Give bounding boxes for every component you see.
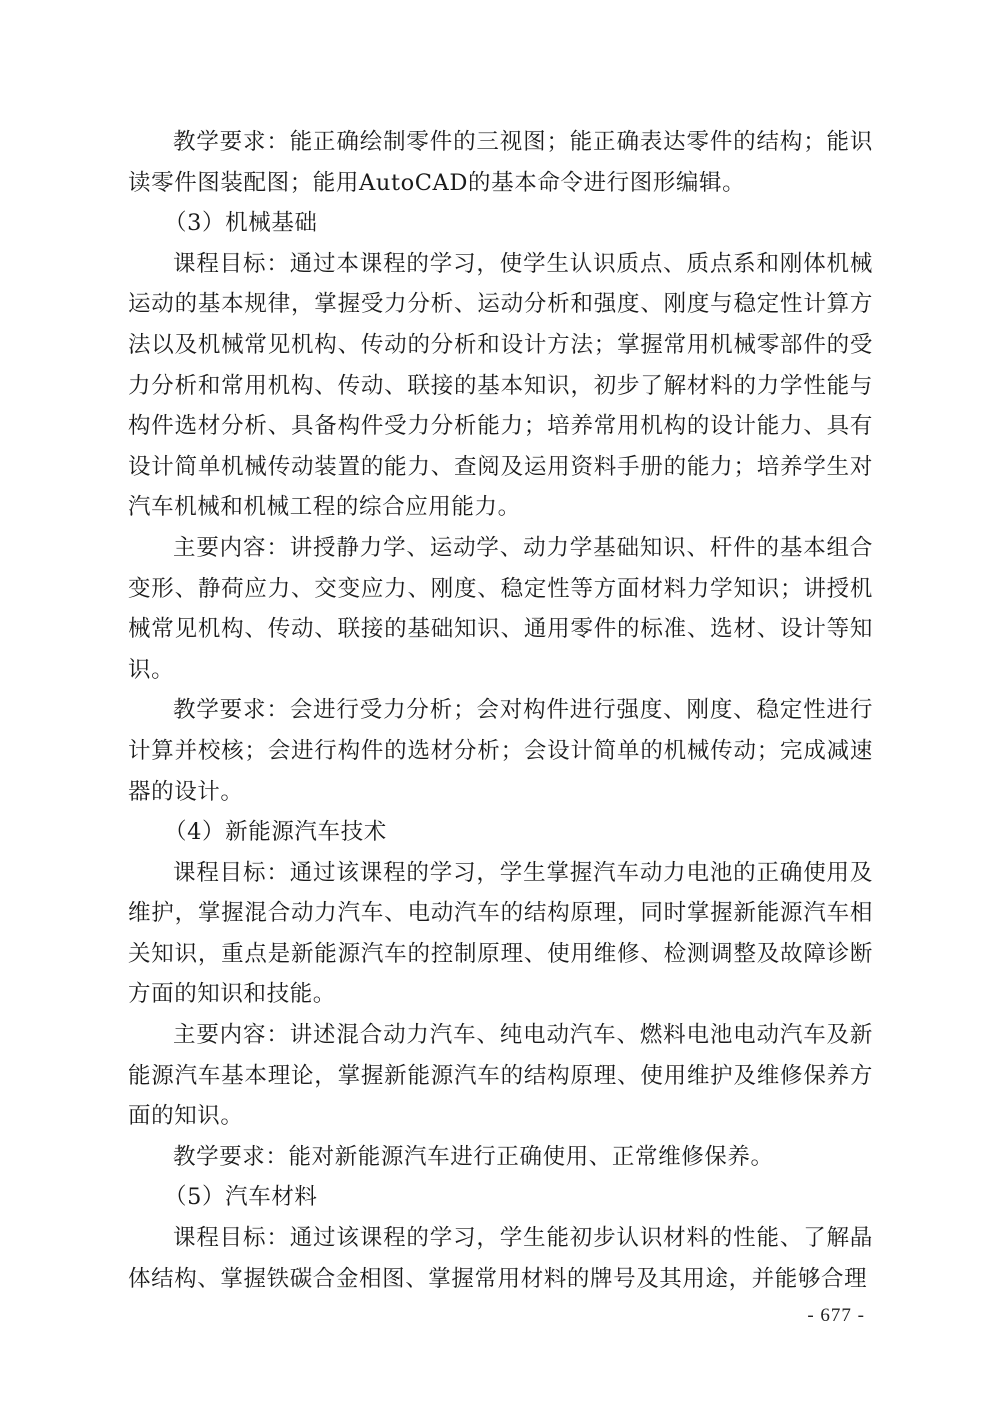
section-heading-new-energy-vehicles: （4）新能源汽车技术: [164, 819, 387, 846]
paragraph-main-content-mechanical: 主要内容：讲授静力学、运动学、动力学基础知识、杆件的基本组合变形、静荷应力、交变应力、刚度、稳定性等方面材料力学知识；讲授机械常见机构、传动、联接的基础知识、通用零件的标准、选材、设计等知识。: [128, 534, 873, 683]
section-heading-mechanical-basics: （3）机械基础: [164, 210, 318, 237]
paragraph-course-objective-mechanical: 课程目标：通过本课程的学习，使学生认识质点、质点系和刚体机械运动的基本规律，掌握受力分析、运动分析和强度、刚度与稳定性计算方法以及机械常见机构、传动的分析和设计方法；掌握常用机械零部件的受力分析和常用机构、传动、联接的基本知识，初步了解材料的力学性能与构件选材分析、具备构件受力分析能力；培养常用机构的设计能力、具有设计简单机械传动装置的能力、查阅及运用资料手册的能力；培养学生对汽车机械和机械工程的综合应用能力。: [128, 250, 873, 521]
paragraph-teaching-requirements-new-energy: 教学要求：能对新能源汽车进行正确使用、正常维修保养。: [173, 1143, 774, 1170]
paragraph-teaching-requirements-drawing: 教学要求：能正确绘制零件的三视图；能正确表达零件的结构；能识读零件图装配图；能用AutoCAD的基本命令进行图形编辑。: [128, 129, 873, 196]
paragraph-course-objective-materials: 课程目标：通过该课程的学习，学生能初步认识材料的性能、了解晶体结构、掌握铁碳合金相图、掌握常用材料的牌号及其用途，并能够合理: [128, 1225, 873, 1292]
page-number: - 677 -: [807, 1305, 865, 1326]
paragraph-teaching-requirements-mechanical: 教学要求：会进行受力分析；会对构件进行强度、刚度、稳定性进行计算并校核；会进行构件的选材分析；会设计简单的机械传动；完成减速器的设计。: [128, 697, 873, 805]
paragraph-course-objective-new-energy: 课程目标：通过该课程的学习，学生掌握汽车动力电池的正确使用及维护，掌握混合动力汽车、电动汽车的结构原理，同时掌握新能源汽车相关知识，重点是新能源汽车的控制原理、使用维修、检测调整及故障诊断方面的知识和技能。: [128, 859, 873, 1008]
paragraph-main-content-new-energy: 主要内容：讲述混合动力汽车、纯电动汽车、燃料电池电动汽车及新能源汽车基本理论，掌握新能源汽车的结构原理、使用维护及维修保养方面的知识。: [128, 1022, 873, 1130]
section-heading-automotive-materials: （5）汽车材料: [164, 1184, 318, 1211]
body-text: [128, 122, 873, 1299]
